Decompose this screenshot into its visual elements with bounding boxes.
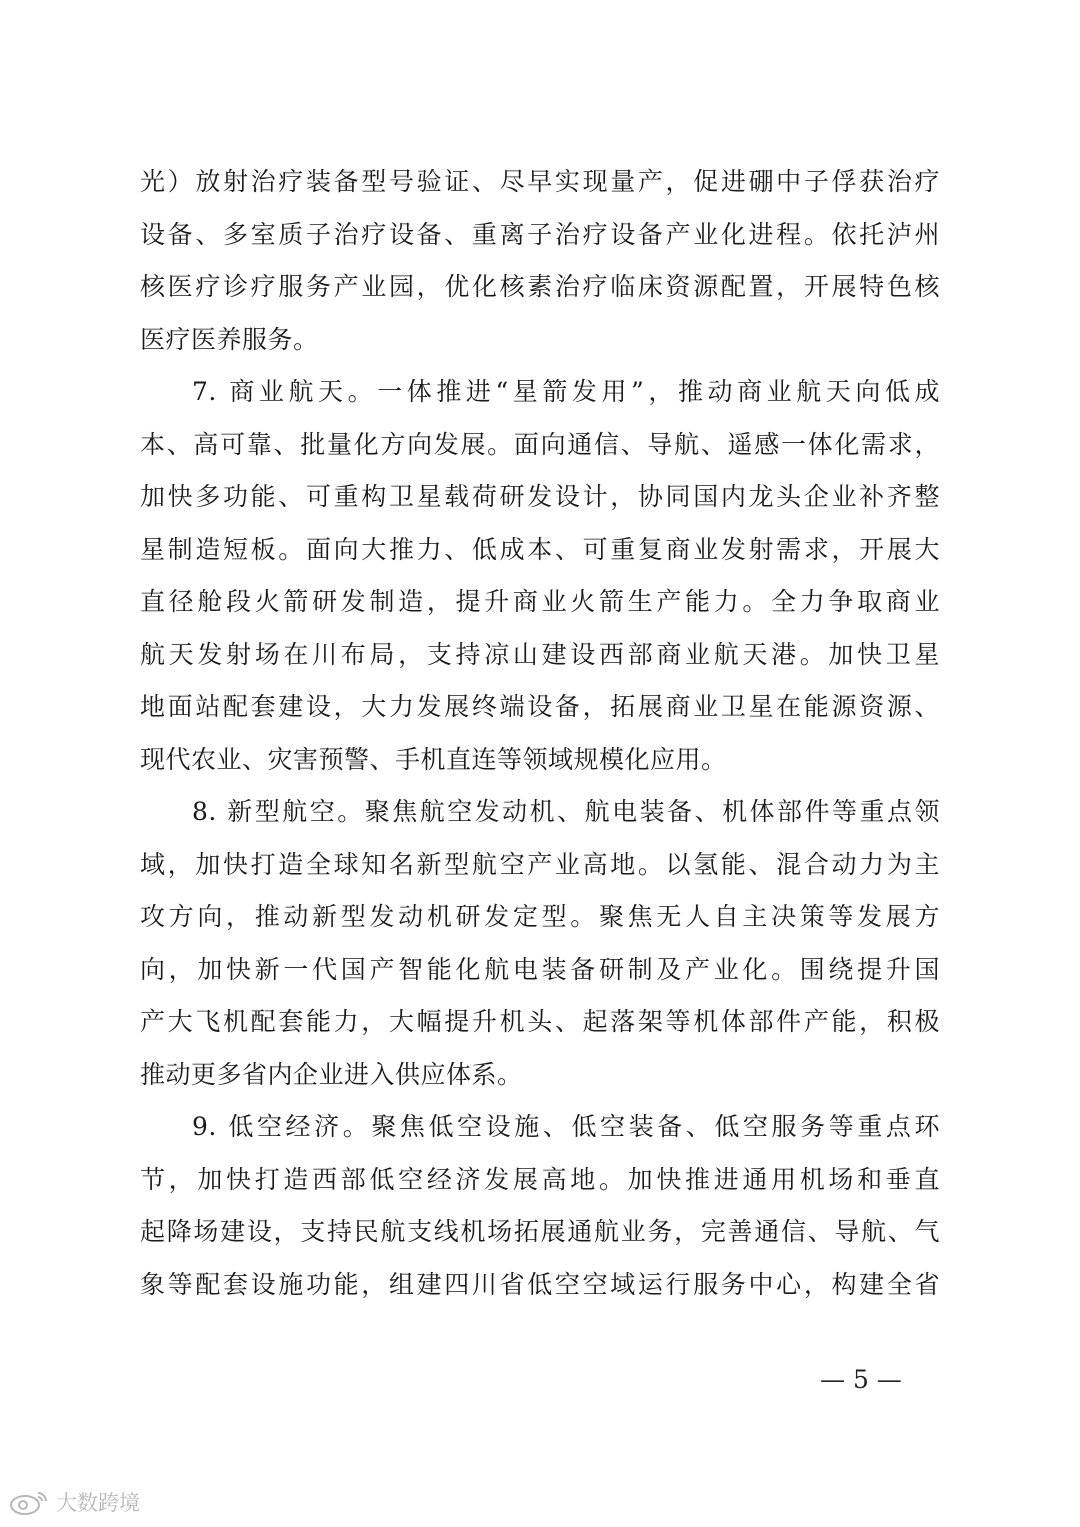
text-line: 节，加快打造西部低空经济发展高地。加快推进通用机场和垂直 — [140, 1164, 940, 1194]
text-line: 地面站配套建设，大力发展终端设备，拓展商业卫星在能源资源、 — [140, 692, 940, 721]
text-line: 起降场建设，支持民航支线机场拓展通航业务，完善通信、导航、气 — [140, 1217, 940, 1246]
text-line: 象等配套设施功能，组建四川省低空空域运行服务中心，构建全省 — [140, 1269, 940, 1299]
paragraph-heading-line: 8. 新型航空。聚焦航空发动机、航电装备、机体部件等重点领 — [192, 797, 940, 826]
watermark — [8, 1486, 140, 1518]
text-line: 核医疗诊疗服务产业园，优化核素治疗临床资源配置，开展特色核 — [140, 272, 940, 301]
document-body — [140, 156, 940, 1311]
paragraph — [140, 156, 940, 366]
paragraph-heading-line: 7. 商业航天。一体推进“星箭发用”，推动商业航天向低成 — [192, 377, 940, 406]
text-line: 现代农业、灾害预警、手机直连等领域规模化应用。 — [140, 744, 727, 774]
text-line: 医疗医养服务。 — [140, 324, 319, 354]
text-line: 设备、多室质子治疗设备、重离子治疗设备产业化进程。依托泸州 — [140, 219, 940, 249]
text-line: 域，加快打造全球知名新型航空产业高地。以氢能、混合动力为主 — [140, 849, 940, 879]
text-line: 向，加快新一代国产智能化航电装备研制及产业化。围绕提升国 — [140, 954, 940, 984]
paragraph-low-altitude-economy — [140, 1101, 940, 1311]
text-line: 攻方向，推动新型发动机研发定型。聚焦无人自主决策等发展方 — [140, 902, 940, 931]
text-line: 直径舱段火箭研发制造，提升商业火箭生产能力。全力争取商业 — [140, 587, 940, 616]
text-line: 推动更多省内企业进入供应体系。 — [140, 1059, 523, 1089]
text-line: 航天发射场在川布局，支持凉山建设西部商业航天港。加快卫星 — [140, 639, 940, 669]
paragraph-heading-line: 9. 低空经济。聚焦低空设施、低空装备、低空服务等重点环 — [192, 1112, 940, 1141]
paragraph-new-aviation — [140, 786, 940, 1101]
page-number: — 5 — — [820, 1365, 902, 1394]
weibo-logo-icon — [8, 1488, 50, 1516]
text-line: 星制造短板。面向大推力、低成本、可重复商业发射需求，开展大 — [140, 534, 940, 564]
watermark-text: 大数跨境 — [56, 1491, 140, 1515]
text-line: 光）放射治疗装备型号验证、尽早实现量产，促进硼中子俘获治疗 — [140, 167, 940, 196]
text-line: 本、高可靠、批量化方向发展。面向通信、导航、遥感一体化需求， — [140, 429, 940, 459]
paragraph-commercial-aerospace — [140, 366, 940, 786]
text-line: 产大飞机配套能力，大幅提升机头、起落架等机体部件产能，积极 — [140, 1007, 940, 1036]
text-line: 加快多功能、可重构卫星载荷研发设计，协同国内龙头企业补齐整 — [140, 482, 940, 511]
